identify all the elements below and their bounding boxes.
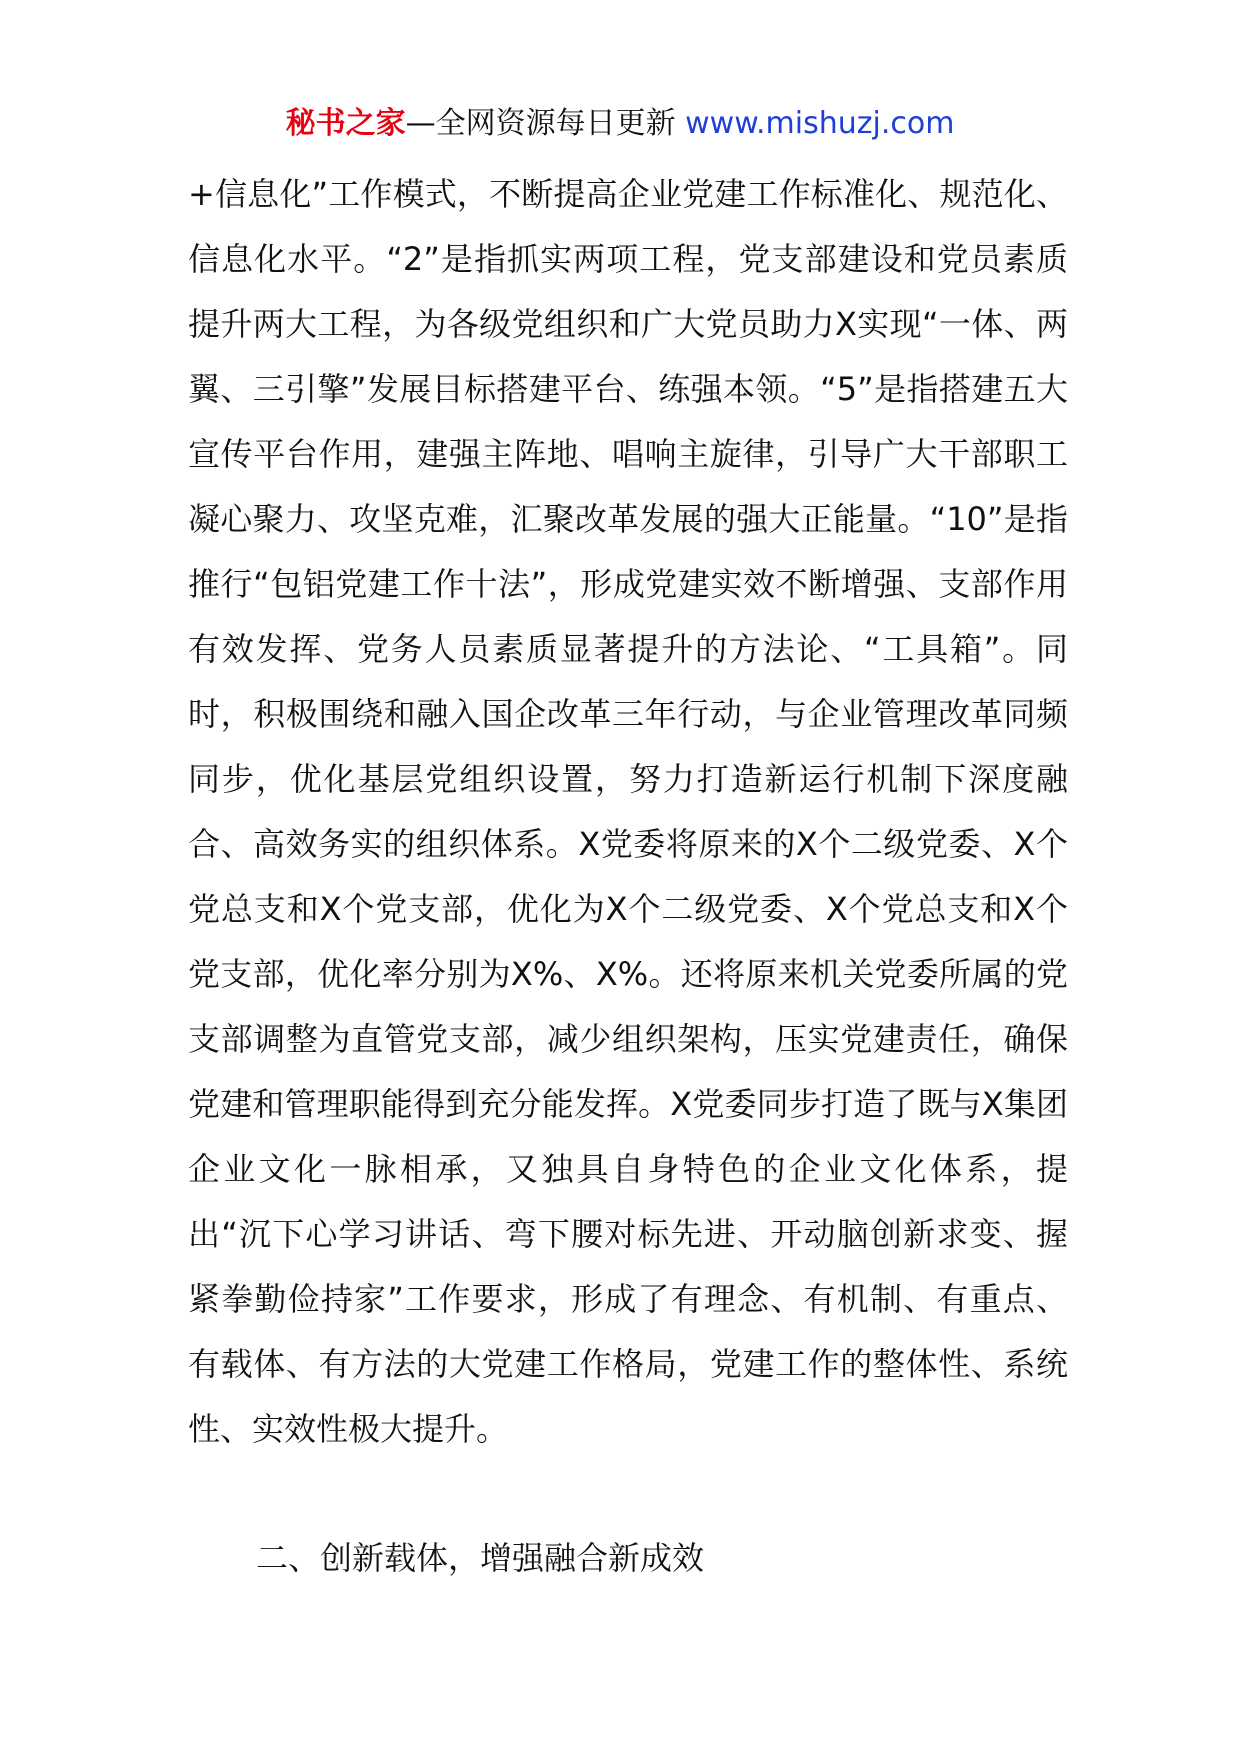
- site-header: [0, 100, 1240, 148]
- header-tagline: —全网资源每日更新: [405, 106, 686, 141]
- site-url-link[interactable]: www.mishuzj.com: [685, 106, 955, 141]
- body-paragraph: +信息化”工作模式，不断提高企业党建工作标准化、规范化、信息化水平。“2”是指抓实两项工程，党支部建设和党员素质提升两大工程，为各级党组织和广大党员助力X实现“一体、两翼、三引擎”发展目标搭建平台、练强本领。“5”是指搭建五大宣传平台作用，建强主阵地、唱响主旋律，引导广大干部职工凝心聚力、攻坚克难，汇聚改革发展的强大正能量。“10”是指推行“包铝党建工作十法”，形成党建实效不断增强、支部作用有效发挥、党务人员素质显著提升的方法论、“工具箱”。同时，积极围绕和融入国企改革三年行动，与企业管理改革同频同步，优化基层党组织设置，努力打造新运行机制下深度融合、高效务实的组织体系。X党委将原来的X个二级党委、X个党总支和X个党支部，优化为X个二级党委、X个党总支和X个党支部，优化率分别为X%、X%。还将原来机关党委所属的党支部调整为直管党支部，减少组织架构，压实党建责任，确保党建和管理职能得到充分能发挥。X党委同步打造了既与X集团企业文化一脉相承，又独具自身特色的企业文化体系，提出“沉下心学习讲话、弯下腰对标先进、开动脑创新求变、握紧拳勤俭持家”工作要求，形成了有理念、有机制、有重点、有载体、有方法的大党建工作格局，党建工作的整体性、系统性、实效性极大提升。: [188, 175, 1068, 1448]
- section-heading: 二、创新载体，增强融合新成效: [256, 1539, 705, 1577]
- brand-name: 秘书之家: [285, 106, 406, 141]
